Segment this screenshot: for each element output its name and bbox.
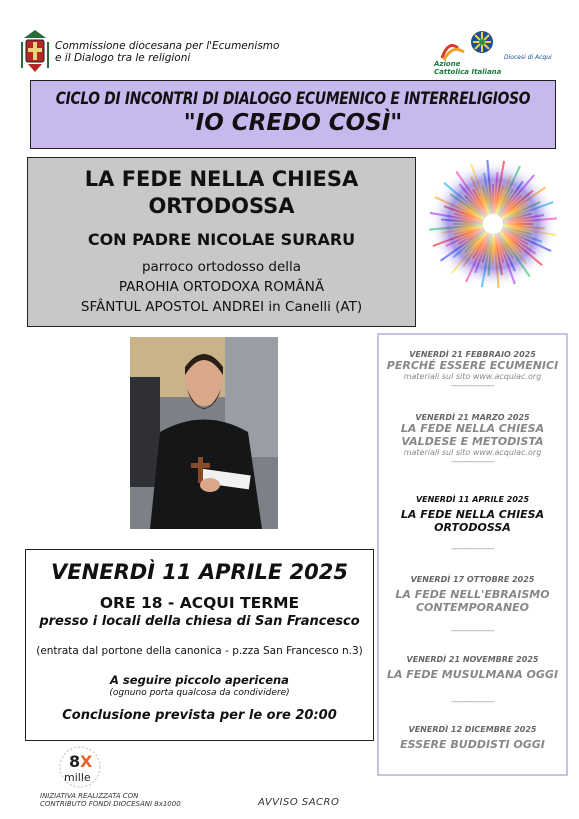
schedule-date: VENERDÌ 21 NOVEMBRE 2025 <box>406 655 539 664</box>
svg-text:8: 8 <box>69 752 81 771</box>
schedule-item <box>379 350 566 390</box>
schedule-item <box>379 413 566 466</box>
funding-line1: INIZIATIVA REALIZZATA CON <box>40 792 139 800</box>
separator: ------------------ <box>451 457 494 466</box>
parish-location: SFÂNTUL APOSTOL ANDREI in Canelli (AT) <box>80 299 363 315</box>
series-banner <box>30 80 556 149</box>
schedule-note: materiali sul sito www.acquiac.org <box>403 448 542 457</box>
schedule-date: VENERDÌ 11 APRILE 2025 <box>415 495 530 504</box>
speaker-photo <box>130 337 278 529</box>
separator: ------------------ <box>451 544 494 553</box>
svg-text:X: X <box>80 752 93 771</box>
separator: ------------------ <box>451 381 494 390</box>
schedule-panel <box>377 333 568 776</box>
diocese-crest-logo <box>18 28 52 74</box>
event-entrance: (entrata dal portone della canonica - p.zza San Francesco n.3) <box>36 645 363 657</box>
parish-name: PAROHIA ORTODOXA ROMÂNĂ <box>118 279 325 295</box>
schedule-date: VENERDÌ 17 OTTOBRE 2025 <box>410 575 535 584</box>
commission-line2: e il Dialogo tra le religioni <box>55 52 191 64</box>
schedule-date: VENERDÌ 12 DICEMBRE 2025 <box>408 725 537 734</box>
schedule-title: PERCHÉ ESSERE ECUMENICI <box>386 359 559 372</box>
schedule-title: LA FEDE NELL'EBRAISMO CONTEMPORANEO <box>395 588 550 614</box>
schedule-item <box>379 655 566 706</box>
commission-line1: Commissione diocesana per l'Ecumenismo <box>55 40 280 52</box>
sacred-notice: AVVISO SACRO <box>258 797 340 808</box>
separator: ------------------ <box>451 626 494 635</box>
aperitivo-note: (ognuno porta qualcosa da condividere) <box>109 688 290 698</box>
event-end-time: Conclusione prevista per le ore 20:00 <box>62 708 337 723</box>
aperitivo-text: A seguire piccolo apericena <box>110 673 289 687</box>
ac-diocese-text: Diocesi di Acqui <box>504 54 552 61</box>
schedule-title: LA FEDE NELLA CHIESA ORTODOSSA <box>400 508 545 534</box>
ac-text-cattolica: Cattolica Italiana <box>434 68 502 76</box>
commission-name <box>55 40 279 64</box>
funding-line2: CONTRIBUTO FONDI DIOCESANI 8x1000 <box>40 800 181 808</box>
schedule-date: VENERDÌ 21 MARZO 2025 <box>415 413 530 422</box>
event-feature-box <box>27 157 416 327</box>
ac-logo-text <box>434 60 501 76</box>
event-date: VENERDÌ 11 APRILE 2025 <box>51 560 348 584</box>
light-burst-image <box>421 152 566 296</box>
event-details-box <box>25 549 374 741</box>
schedule-title: LA FEDE NELLA CHIESA VALDESE E METODISTA <box>400 422 545 448</box>
event-title-line2: ORTODOSSA <box>148 194 295 218</box>
schedule-title: LA FEDE MUSULMANA OGGI <box>386 668 559 681</box>
schedule-date: VENERDÌ 21 FEBBRAIO 2025 <box>409 350 536 359</box>
schedule-note: materiali sul sito www.acquiac.org <box>403 372 542 381</box>
funding-note <box>40 792 181 808</box>
speaker-name: CON PADRE NICOLAE SURARU <box>87 230 356 249</box>
schedule-item <box>379 725 566 751</box>
ac-text-azione: Azione <box>434 60 461 68</box>
schedule-item-current <box>379 495 566 553</box>
event-title-line1: LA FEDE NELLA CHIESA <box>84 167 359 191</box>
speaker-role: parroco ortodosso della <box>141 259 302 275</box>
svg-text:mille: mille <box>64 771 91 784</box>
separator: ------------------ <box>451 697 494 706</box>
event-venue: presso i locali della chiesa di San Francesco <box>39 614 360 629</box>
schedule-title: ESSERE BUDDISTI OGGI <box>400 738 545 751</box>
azione-cattolica-logo <box>434 30 556 74</box>
event-title <box>28 166 415 220</box>
series-subtitle: "IO CREDO COSÌ" <box>183 110 403 136</box>
schedule-item <box>379 575 566 635</box>
event-time-place: ORE 18 - ACQUI TERME <box>99 594 300 612</box>
series-title: CICLO DI INCONTRI DI DIALOGO ECUMENICO E INTERRELIGIOSO <box>55 89 531 108</box>
